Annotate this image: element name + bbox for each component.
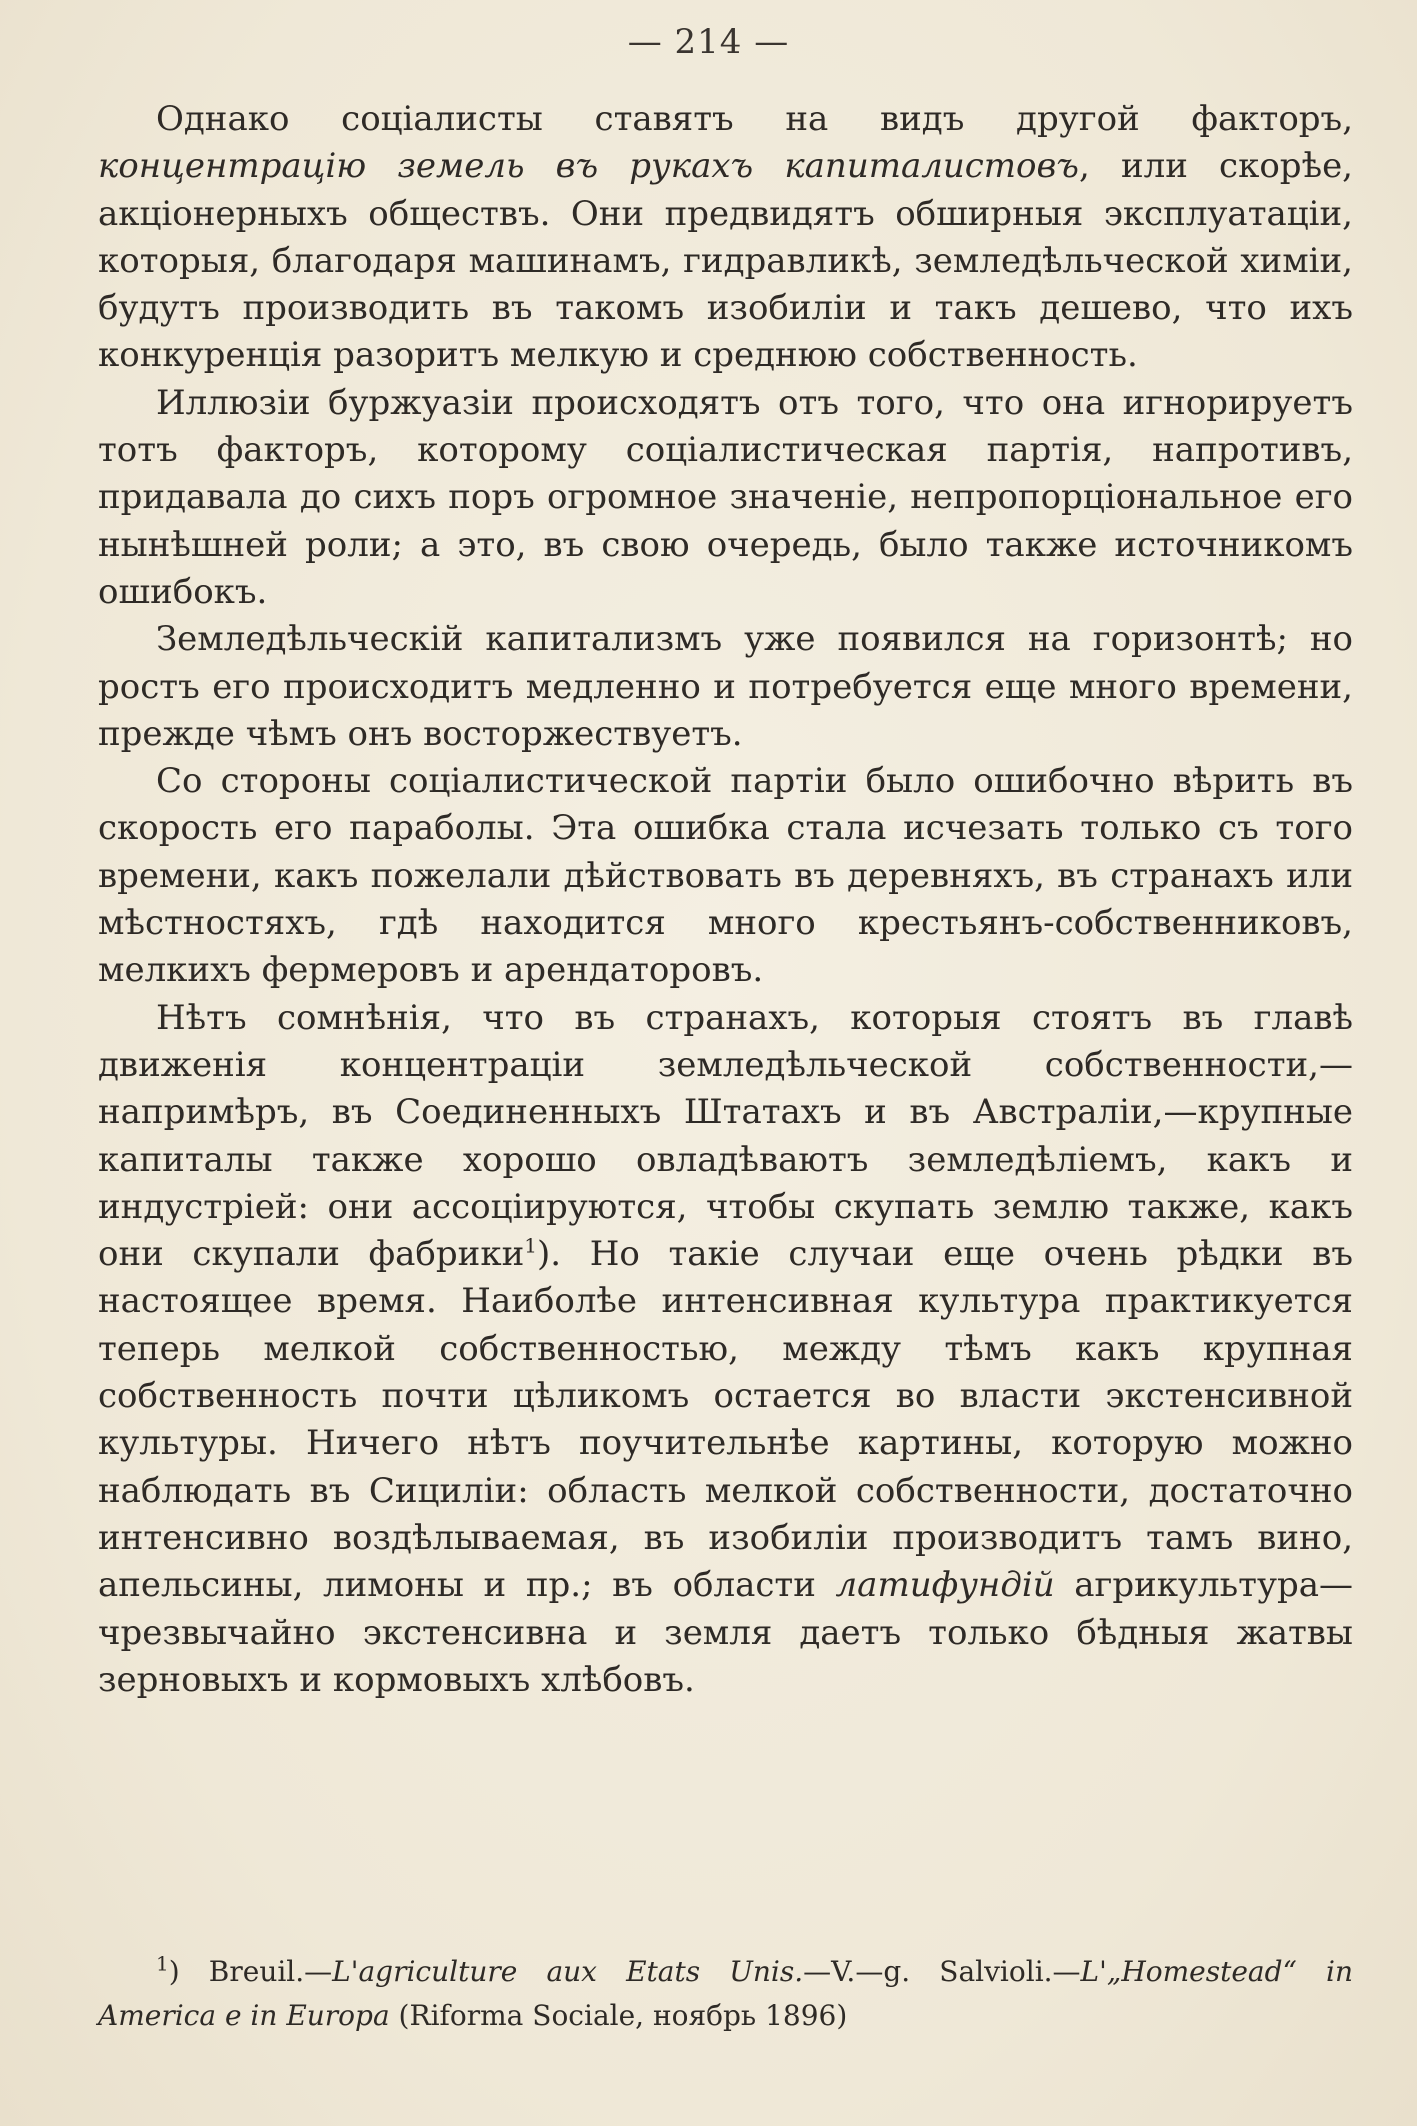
paragraph-5-end: агрикультура—чрезвычайно экстенсивна и земля даетъ только бѣдныя жатвы зерновыхъ и кормовыхъ хлѣбовъ. <box>98 1565 1353 1700</box>
footnote-marker: 1 <box>156 1951 169 1976</box>
footnote <box>98 1950 1353 2038</box>
paragraph-1-emphasis: концентрацію земель въ рукахъ капиталистовъ <box>98 146 1079 187</box>
paragraph-5-emphasis: латифундій <box>835 1565 1055 1606</box>
paragraph-5 <box>98 995 1353 1704</box>
body-text <box>98 96 1353 1704</box>
paragraph-1 <box>98 96 1353 380</box>
footnote-title-2: L'„Homestead“ in America e in Europa <box>98 1955 1353 2032</box>
footnote-reference[interactable]: 1 <box>524 1233 537 1258</box>
paragraph-4: Со стороны соціалистической партіи было ошибочно вѣрить въ скорость его параболы. Эта ошибка стала исчезать только съ того времени, какъ пожелали дѣйствовать въ деревняхъ, въ странахъ или мѣстностяхъ, гдѣ находится много крестьянъ-собственниковъ, мелкихъ фермеровъ и арендаторовъ. <box>98 761 1353 991</box>
footnote-part-e: (Riforma Sociale, ноябрь 1896) <box>389 1999 848 2032</box>
footnote-part-a: ) Breuil.— <box>168 1955 333 1988</box>
page-number: — 214 — <box>627 22 790 62</box>
footnote-title-1: L'agriculture aux Etats Unis. <box>332 1955 804 1988</box>
paragraph-2: Иллюзіи буржуазіи происходятъ отъ того, что она игнорируетъ тотъ факторъ, которому соціалистическая партія, напротивъ, придавала до сихъ поръ огромное значеніе, непропорціональное его нынѣшней роли; а это, въ свою очередь, было также источникомъ ошибокъ. <box>98 382 1353 612</box>
paragraph-1-end: , или скорѣе, акціонерныхъ обществъ. Они предвидятъ обширныя эксплуатаціи, которыя, благодаря машинамъ, гидравликѣ, земледѣльческой химіи, будутъ производить въ такомъ изобиліи и такъ дешево, что ихъ конкуренція разоритъ мелкую и среднюю собственность. <box>98 146 1353 376</box>
paragraph-1-start: Однако соціалисты ставятъ на видъ другой факторъ, <box>156 99 1353 139</box>
footnote-part-c: —V.—g. Salvioli.— <box>803 1955 1081 1988</box>
paragraph-3: Земледѣльческій капитализмъ уже появился на горизонтѣ; но ростъ его происходитъ медленно и потребуется еще много времени, прежде чѣмъ онъ восторжествуетъ. <box>98 619 1353 754</box>
paragraph-5-middle: ). Но такіе случаи еще очень рѣдки въ настоящее время. Наиболѣе интенсивная культура практикуется теперь мелкой собственностью, между тѣмъ какъ крупная собственность почти цѣликомъ остается во власти экстенсивной культуры. Ничего нѣтъ поучительнѣе картины, которую можно наблюдать въ Сициліи: область мелкой собственности, достаточно интенсивно воздѣлываемая, въ изобиліи производитъ тамъ вино, апельсины, лимоны и пр.; въ области <box>98 1234 1353 1606</box>
paragraph-5-start: Нѣтъ сомнѣнія, что въ странахъ, которыя стоятъ въ главѣ движенія концентраціи земледѣльческой собственности,—напримѣръ, въ Соединенныхъ Штатахъ и въ Австраліи,—крупные капиталы также хорошо овладѣваютъ земледѣліемъ, какъ и индустріей: они ассоціируются, чтобы скупать землю также, какъ они скупали фабрики <box>98 997 1353 1275</box>
